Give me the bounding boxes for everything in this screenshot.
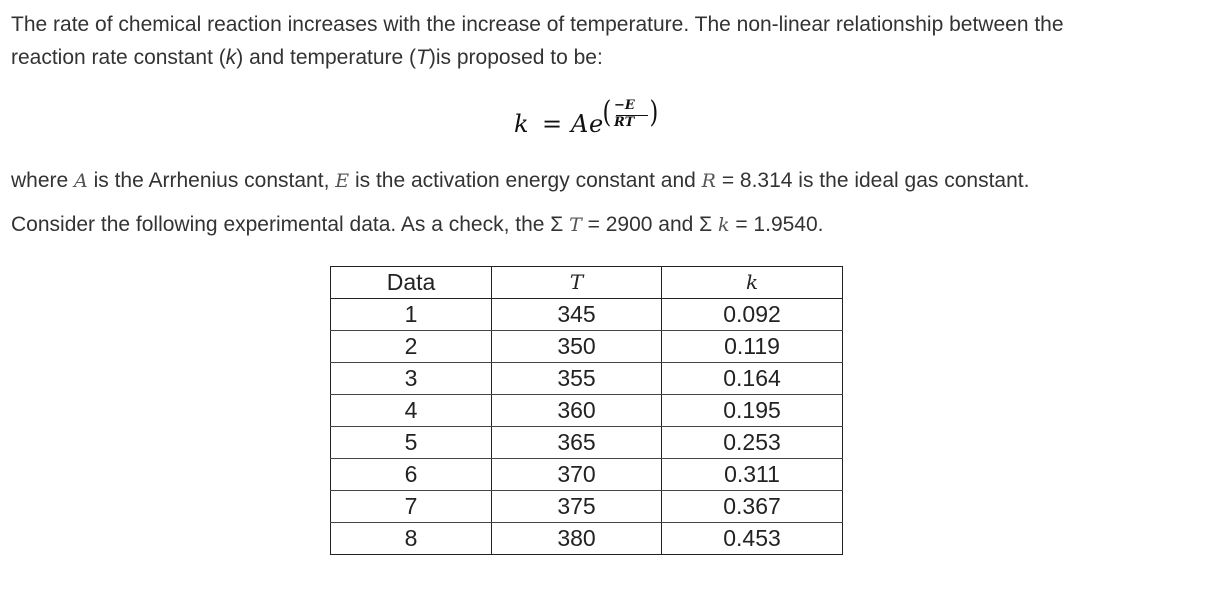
formula-equals: = <box>542 110 563 138</box>
cell-T: 360 <box>492 395 662 427</box>
cell-T: 380 <box>492 523 662 555</box>
experimental-data-table <box>330 266 843 555</box>
table-row <box>331 523 843 555</box>
cell-k: 0.119 <box>662 331 843 363</box>
cell-T: 365 <box>492 427 662 459</box>
formula-right-paren: ) <box>649 95 659 130</box>
where-var-R: R <box>701 170 716 192</box>
cell-k: 0.195 <box>662 395 843 427</box>
table-row <box>331 459 843 491</box>
check-var-T: T <box>569 214 582 236</box>
cell-data: 8 <box>331 523 492 555</box>
formula-denominator: RT <box>614 115 635 130</box>
cell-data: 5 <box>331 427 492 459</box>
intro-line-1: The rate of chemical reaction increases with the increase of temperature. The non-linear relationship between the <box>11 13 1064 36</box>
formula-left-paren: ( <box>602 95 612 130</box>
header-k: k <box>662 267 843 299</box>
intro-line-2c: )is proposed to be: <box>428 46 603 69</box>
cell-k: 0.092 <box>662 299 843 331</box>
formula-e: e <box>589 110 604 138</box>
where-text-1: where <box>11 169 75 192</box>
header-data: Data <box>331 267 492 299</box>
cell-k: 0.311 <box>662 459 843 491</box>
arrhenius-formula <box>514 96 674 146</box>
table-row <box>331 363 843 395</box>
where-var-A: A <box>74 170 88 192</box>
check-text-3: = 1.9540. <box>729 213 824 236</box>
check-text-1: Consider the following experimental data. As a check, the Σ <box>11 213 570 236</box>
table-header-row <box>331 267 843 299</box>
where-var-E: E <box>335 170 350 192</box>
cell-data: 1 <box>331 299 492 331</box>
cell-T: 375 <box>492 491 662 523</box>
table-row <box>331 395 843 427</box>
cell-data: 6 <box>331 459 492 491</box>
intro-var-T: T <box>416 46 429 69</box>
intro-var-k: k <box>225 46 237 69</box>
cell-T: 370 <box>492 459 662 491</box>
table-row <box>331 427 843 459</box>
cell-data: 2 <box>331 331 492 363</box>
cell-k: 0.453 <box>662 523 843 555</box>
intro-line-2b: ) and temperature ( <box>236 46 417 69</box>
cell-T: 355 <box>492 363 662 395</box>
cell-data: 3 <box>331 363 492 395</box>
check-paragraph <box>11 208 1191 242</box>
cell-T: 345 <box>492 299 662 331</box>
formula-k: k <box>514 110 529 138</box>
formula-A: A <box>571 110 589 138</box>
cell-k: 0.367 <box>662 491 843 523</box>
cell-k: 0.164 <box>662 363 843 395</box>
cell-k: 0.253 <box>662 427 843 459</box>
intro-line-2a: reaction rate constant ( <box>11 46 226 69</box>
cell-data: 4 <box>331 395 492 427</box>
cell-T: 350 <box>492 331 662 363</box>
where-paragraph <box>11 164 1191 198</box>
header-T: T <box>492 267 662 299</box>
cell-data: 7 <box>331 491 492 523</box>
formula-numerator: −E <box>614 98 635 113</box>
check-var-k: k <box>717 214 730 236</box>
where-text-3: is the activation energy constant and <box>349 169 702 192</box>
check-text-2: = 2900 and Σ <box>581 213 718 236</box>
table-row <box>331 491 843 523</box>
where-text-4: = 8.314 is the ideal gas constant. <box>715 169 1030 192</box>
where-text-2: is the Arrhenius constant, <box>87 169 336 192</box>
table-row <box>331 331 843 363</box>
table-row <box>331 299 843 331</box>
intro-paragraph <box>11 8 1191 74</box>
